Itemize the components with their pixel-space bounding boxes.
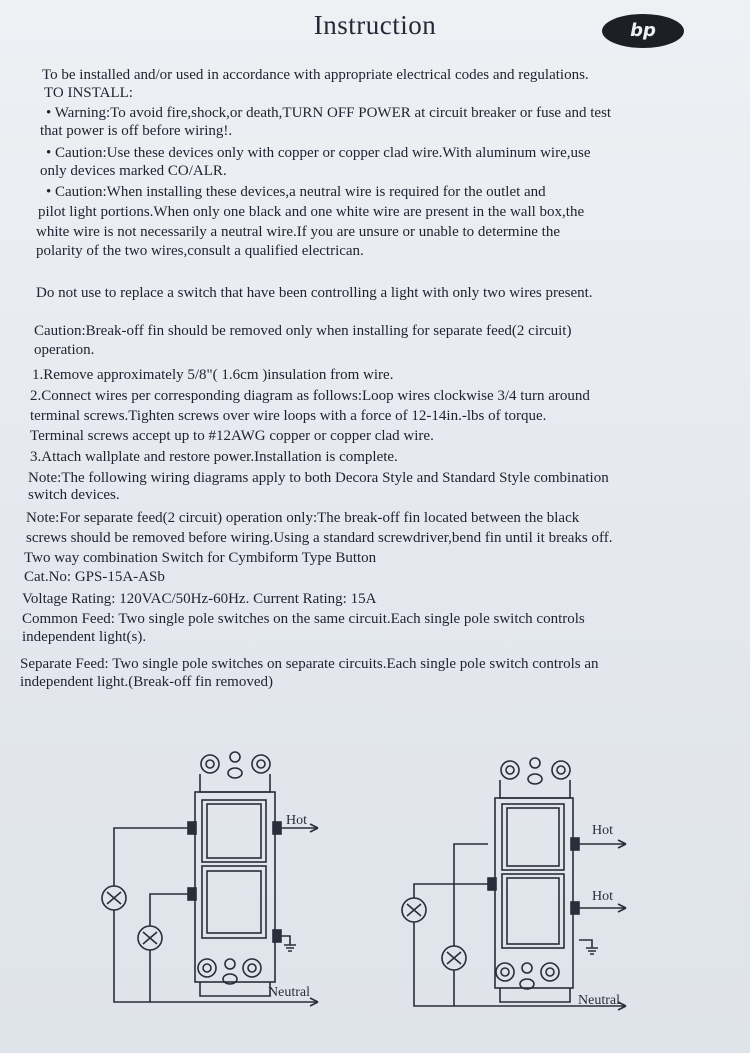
page-title: Instruction <box>313 10 437 40</box>
text-line: pilot light portions.When only one black and one white wire are present in the wall box,the <box>38 204 585 220</box>
neutral-label: Neutral <box>268 985 310 1000</box>
text-line: • Caution:When installing these devices,a neutral wire is required for the outlet and <box>46 184 546 200</box>
text-line: • Warning:To avoid fire,shock,or death,TURN OFF POWER at circuit breaker or fuse and test <box>46 105 612 121</box>
text-line: Do not use to replace a switch that have been controlling a light with only two wires present. <box>36 285 593 301</box>
brand-logo: bp <box>602 14 684 48</box>
text-line: Voltage Rating: 120VAC/50Hz-60Hz. Current Rating: 15A <box>22 591 377 607</box>
text-line: 3.Attach wallplate and restore power.Installation is complete. <box>30 449 398 465</box>
text-line: independent light(s). <box>22 629 147 645</box>
mount-screw-icon <box>501 761 519 779</box>
text-line: Note:The following wiring diagrams apply to both Decora Style and Standard Style combination <box>28 470 609 486</box>
text-line: that power is off before wiring!. <box>40 123 233 139</box>
text-line: 2.Connect wires per corresponding diagram as follows:Loop wires clockwise 3/4 turn around <box>30 388 590 404</box>
text-line: operation. <box>34 342 95 358</box>
text-line: white wire is not necessarily a neutral wire.If you are unsure or unable to determine the <box>36 224 560 240</box>
text-line: Note:For separate feed(2 circuit) operation only:The break-off fin located between the black <box>26 510 580 526</box>
hot-label: Hot <box>286 813 307 828</box>
text-line: Cat.No: GPS-15A-ASb <box>24 569 165 585</box>
hot-label-2: Hot <box>592 889 613 904</box>
mount-screw-icon <box>201 755 219 773</box>
mount-screw-icon <box>252 755 270 773</box>
wiring-diagrams <box>0 740 750 1053</box>
common-feed-diagram <box>102 752 318 1006</box>
separate-feed-diagram <box>402 758 626 1010</box>
hot-label-1: Hot <box>592 823 613 838</box>
text-line: Two way combination Switch for Cymbiform Type Button <box>24 550 377 566</box>
text-line: switch devices. <box>28 487 120 503</box>
text-line: polarity of the two wires,consult a qualified electrican. <box>36 243 364 259</box>
text-line: terminal screws.Tighten screws over wire loops with a force of 12-14in.-lbs of torque. <box>30 408 547 424</box>
text-line: only devices marked CO/ALR. <box>40 163 227 179</box>
text-line: To be installed and/or used in accordance with appropriate electrical codes and regulations. <box>42 67 589 83</box>
text-line: 1.Remove approximately 5/8"( 1.6cm )insulation from wire. <box>32 367 394 383</box>
text-line: Terminal screws accept up to #12AWG copper or copper clad wire. <box>30 428 434 444</box>
text-line: Common Feed: Two single pole switches on the same circuit.Each single pole switch controls <box>22 611 585 627</box>
mount-screw-icon <box>552 761 570 779</box>
text-line: TO INSTALL: <box>44 85 133 101</box>
text-line: screws should be removed before wiring.Using a standard screwdriver,bend fin until it breaks off. <box>26 530 613 546</box>
neutral-label: Neutral <box>578 993 620 1008</box>
text-line: • Caution:Use these devices only with copper or copper clad wire.With aluminum wire,use <box>46 145 591 161</box>
text-line: independent light.(Break-off fin removed) <box>20 674 273 690</box>
text-line: Caution:Break-off fin should be removed only when installing for separate feed(2 circuit) <box>34 323 572 339</box>
text-line: Separate Feed: Two single pole switches on separate circuits.Each single pole switch controls an <box>20 656 599 672</box>
